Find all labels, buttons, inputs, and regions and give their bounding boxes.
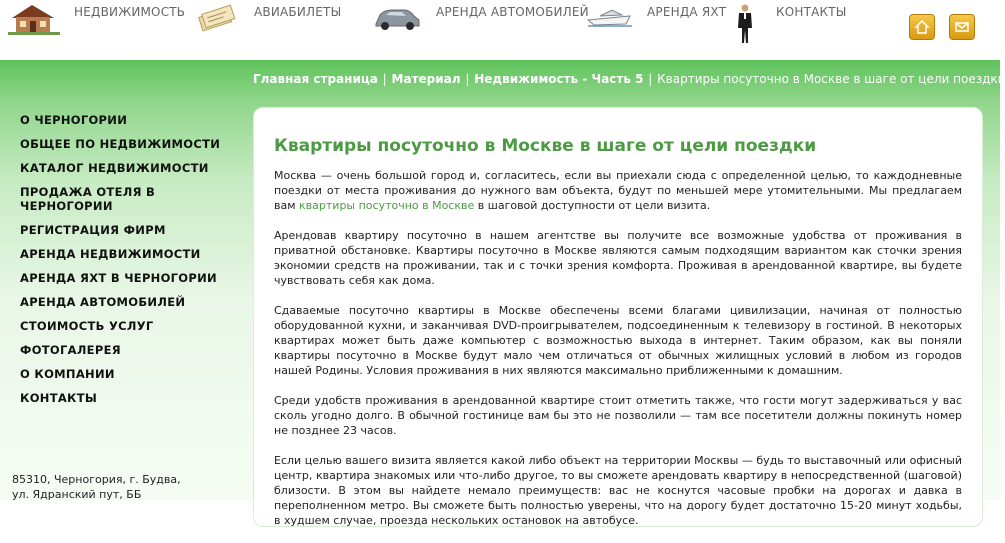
nav-label: АРЕНДА ЯХТ — [647, 5, 727, 19]
article-paragraph — [274, 168, 962, 213]
sidebar-menu — [20, 113, 240, 415]
breadcrumb-material-link[interactable]: Материал — [391, 72, 461, 86]
sidebar-item-montenegro[interactable]: О ЧЕРНОГОРИИ — [20, 113, 128, 127]
article-paragraph: Арендовав квартиру посуточно в нашем агентстве вы получите все возможные удобства от проживания в приватной обстановке. Квартиры посуточно в Москве являются самым подходящим вариантом как сточки зрения экономии средств на проживании, так и с точки зрения комфорта. Проживая в арендованной квартире, вы будете чувствовать себя как дома. — [274, 229, 962, 287]
sidebar-item-car-rental[interactable]: АРЕНДА АВТОМОБИЛЕЙ — [20, 295, 186, 309]
breadcrumb-separator: | — [378, 72, 391, 86]
yacht-icon — [586, 6, 634, 28]
nav-item-contacts[interactable] — [734, 0, 854, 50]
article-title: Квартиры посуточно в Москве в шаге от цели поездки — [274, 136, 817, 156]
top-navigation — [0, 0, 1000, 60]
sidebar-item-yacht-rental[interactable]: АРЕНДА ЯХТ В ЧЕРНОГОРИИ — [20, 271, 217, 285]
paragraph-text: Москва — очень большой город и, согласитесь, если вы приехали сюда с определенной целью, то каждодневные поездки от места проживания до нужного вам объекта, будут по меньшей мере утомительными. Мы предлагаем вам — [274, 169, 962, 212]
article-paragraph: Среди удобств проживания в арендованной квартире стоит отметить также, что гости могут задерживаться у вас сколь угодно долго. В обычной гостинице вам бы это не позволили — там все посетители должны покинуть номер не позднее 23 часов. — [274, 394, 962, 437]
breadcrumb-separator: | — [461, 72, 474, 86]
nav-label: АРЕНДА АВТОМОБИЛЕЙ — [436, 5, 589, 19]
address-line: ул. Ядранский пут, ББ — [12, 488, 142, 501]
sidebar-item-contacts[interactable]: КОНТАКТЫ — [20, 391, 98, 405]
article-body — [274, 168, 962, 543]
nav-label: АВИАБИЛЕТЫ — [254, 5, 342, 19]
mail-icon — [954, 19, 970, 35]
breadcrumb-section-link[interactable]: Недвижимость - Часть 5 — [474, 72, 644, 86]
tickets-icon — [196, 6, 238, 32]
apartments-link[interactable]: квартиры посуточно в Москве — [299, 199, 475, 212]
sidebar-item-property-rental[interactable]: АРЕНДА НЕДВИЖИМОСТИ — [20, 247, 201, 261]
breadcrumb-separator: | — [644, 72, 657, 86]
person-icon — [736, 4, 754, 44]
nav-label: НЕДВИЖИМОСТЬ — [74, 5, 186, 19]
article-paragraph: Сдаваемые посуточно квартиры в Москве обеспечены всеми благами цивилизации, начиная от полностью оборудованной кухни, и заканчивая DVD-проигрывателем, подсоединенным к телевизору в гостиной. В некоторых квартирах может быть даже компьютер с возможностью выхода в интернет. Таким образом, как вы поняли квартиры посуточно в Москве будут мало чем отличаться от обычных жилищных условий в любом из городов нашей Родины. Условия проживания в них являются максимально приближенными к домашним. — [274, 304, 962, 377]
sidebar-item-company-registration[interactable]: РЕГИСТРАЦИЯ ФИРМ — [20, 223, 166, 237]
address-line: 85310, Черногория, г. Будва, — [12, 473, 181, 486]
paragraph-text: в шаговой доступности от цели визита. — [474, 199, 711, 212]
nav-item-air-tickets[interactable] — [192, 0, 362, 50]
company-address — [12, 472, 181, 502]
mail-button[interactable] — [949, 14, 975, 40]
sidebar-item-about[interactable]: О КОМПАНИИ — [20, 367, 115, 381]
sidebar-item-hotel-sale[interactable]: ПРОДАЖА ОТЕЛЯ В ЧЕРНОГОРИИ — [20, 185, 156, 213]
nav-item-car-rental[interactable] — [372, 0, 589, 50]
car-icon — [372, 4, 422, 32]
nav-label: КОНТАКТЫ — [776, 5, 847, 19]
sidebar-item-photo-gallery[interactable]: ФОТОГАЛЕРЕЯ — [20, 343, 121, 357]
breadcrumb-home-link[interactable]: Главная страница — [253, 72, 378, 86]
sidebar-item-prices[interactable]: СТОИМОСТЬ УСЛУГ — [20, 319, 154, 333]
nav-item-real-estate[interactable] — [8, 0, 188, 50]
sidebar-item-real-estate-catalog[interactable]: КАТАЛОГ НЕДВИЖИМОСТИ — [20, 161, 209, 175]
nav-item-yacht-rental[interactable] — [586, 0, 726, 50]
home-icon — [914, 19, 930, 35]
home-button[interactable] — [909, 14, 935, 40]
breadcrumb-current: Квартиры посуточно в Москве в шаге от цели поездки — [657, 72, 1005, 86]
sidebar-item-real-estate-general[interactable]: ОБЩЕЕ ПО НЕДВИЖИМОСТИ — [20, 137, 221, 151]
house-icon — [8, 2, 60, 36]
article-paragraph: Если целью вашего визита является какой либо объект на территории Москвы — будь то выставочный или офисный центр, квартира знакомых или что-либо другое, то вы сможете арендовать квартиру в непосредственной (шаговой) близости. В этом вы найдете немало преимуществ: вас не коснутся часовые пробки на дорогах и давка в переполненном метро. Вы сможете быть полностью уверены, что на дорогу будет достаточно 15-20 минут ходьбы, в худшем случае, проезда нескольких остановок на автобусе. — [274, 454, 962, 527]
breadcrumb — [253, 72, 1005, 86]
